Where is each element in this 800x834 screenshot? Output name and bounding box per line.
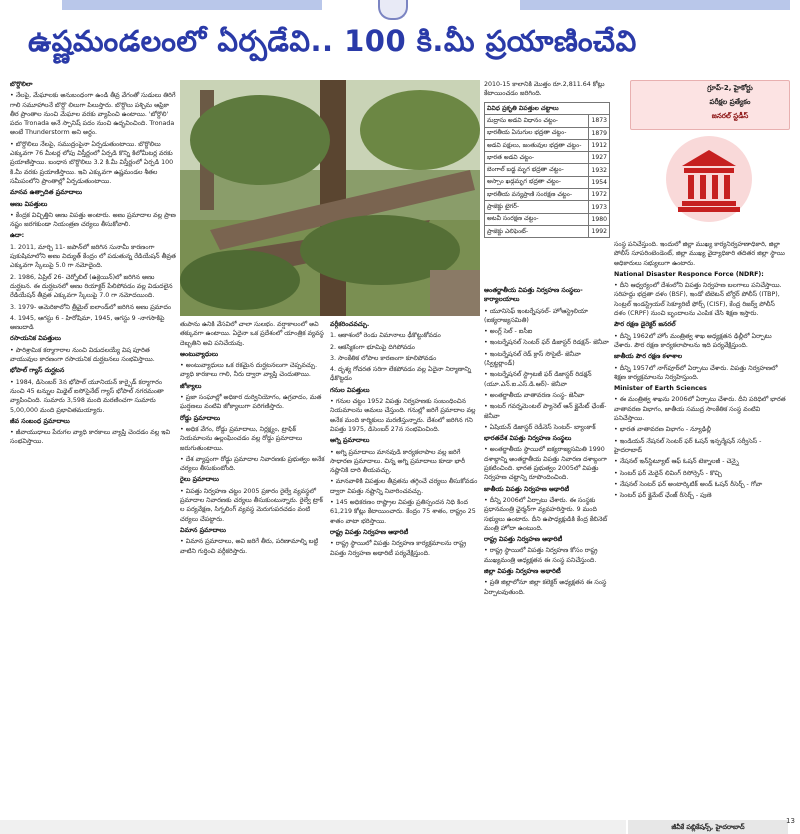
table-row <box>485 127 610 139</box>
table-row <box>485 139 610 151</box>
paragraph: 1. 2011, మార్చి 11- జపాన్‌లో జరిగిన సునామీ కారణంగా పుకుషిమాలోని అణు విద్యుత్ కేంద్రం లో పడుతున్న రేడియేషన్ తీవ్రత ఎక్కువగా స్కేలుపై 5.0 గా నమోదైంది. <box>10 243 176 270</box>
column-2 <box>180 320 326 820</box>
paragraph: పౌర రక్షణ డైరెక్టర్ జనరల్ <box>614 321 676 329</box>
paragraph: • కేంద్రక విచ్ఛిత్తిని అణు విపత్తు అంటారు. అణు ప్రమాదాల వల్ల ప్రాణ నష్టం జరగకుండా నియంత్రణ చర్యలు తీసుకోవాలి. <box>10 211 176 229</box>
paragraph: • ఇండియన్ నేషనల్ సెంటర్ ఫర్ ఓషన్ ఇన్ఫర్మేషన్ సర్వీసెస్ - హైదరాబాద్ <box>614 437 762 454</box>
column-6 <box>614 240 788 816</box>
paragraph: రసాయనిక విపత్తులు <box>10 335 61 343</box>
paragraph: • ఈ మంత్రిత్వ శాఖను 2006లో ఏర్పాటు చేశారు. దీని పరిధిలో భారత వాతావరణ విభాగం, జాతీయ సముద్ర సాంకేతిక సంస్థ వంటివి పనిచేస్తాయి. <box>614 396 786 423</box>
bottom-band <box>0 820 626 834</box>
paragraph: • యూనిసెఫ్ ఇంటర్నేషనల్- హోఆస్ట్రెలియా (ఐక్యరాజ్యసమితి) <box>484 307 589 324</box>
paragraph: రాష్ట్ర విపత్తు నిర్వహణ అథారిటీ <box>484 536 563 544</box>
paragraph: • ఇంటర్ గవర్నమెంటల్ ప్యానెల్ ఆన్ క్లైమేట్ ఛేంజ్- జెనీవా <box>484 403 607 420</box>
paragraph: 1. ఆకాశంలో రెండు విమానాలు ఢీకొట్టుకోవడం <box>330 332 441 340</box>
paragraph: • పారిశ్రామిక కర్మాగారాల నుంచి విడుదలయ్యే విష పూరిత వాయువుల కారణంగా రసాయనిక దుర్ఘటనలు సంభవిస్తాయి. <box>10 346 155 364</box>
act-name: భారత అడవి చట్టం- <box>485 152 589 164</box>
exam-tag <box>630 80 790 130</box>
paragraph: భోపాల్ గ్యాస్ దుర్ఘటన <box>10 367 65 375</box>
paragraph: • అగ్ని ప్రమాదాలు మానవుడి కార్యకలాపాల వల్ల జరిగే సాధారణ ప్రమాదాలు. చిన్న అగ్ని ప్రమాదాలు కూడా భారీ నష్టానికి దారి తీయవచ్చు. <box>330 448 466 475</box>
act-year: 1873 <box>588 115 609 127</box>
paragraph: Minister of Earth Sciences <box>614 385 707 393</box>
column-5 <box>484 286 610 820</box>
paragraph: 2. 1986, ఏప్రిల్ 26- చెర్నోబిల్ (ఉక్రెయిన్)లో జరిగిన అణు దుర్ఘటన. ఈ దుర్ఘటనలో అణు రియాక్టర్ పేలిపోవడం వల్ల విడుదలైన రేడియేషన్ తీవ్రత ఎక్కువగా స్కేలుపై 7.0 గా నమోదయింది. <box>10 273 173 300</box>
paragraph: • ఇంటర్నేషనల్ సెంటర్ ఫర్ డిజాస్టర్ రిడక్షన్- జెనీవా <box>484 339 609 347</box>
paragraph: • అంటువ్యాధులు ఒక రకమైన దుర్ఘటనలుగా చెప్పవచ్చు. వ్యాధి కారకాలు గాలి, నీరు ద్వారా వ్యాప్తి చెందుతాయి. <box>180 362 318 379</box>
paragraph: • 1984, డిసెంబర్ 3న భోపాల్ యూనియన్ కార్బైడ్ కర్మాగారం నుంచి 45 టన్నుల మిథైల్ ఐసోసైనేట్ గ్యాస్ భోపాల్ నగరమంతా వ్యాపించింది. సుమారు 3,598 మంది మరణించగా సుమారు 5,00,000 మంది ప్రభావితమయ్యారు. <box>10 378 164 414</box>
fallen-tree-photo <box>180 80 480 316</box>
paragraph: • విమాన ప్రమాదాలు, అవి జరిగే తీరు, పరిణామాల్ని బట్టి వాటిని గుర్తించి వర్గీకరిస్తారు. <box>180 538 319 555</box>
paragraph: • రాష్ట్ర స్థాయిలో విపత్తు నిర్వహణ కోసం రాష్ట్ర ముఖ్యమంత్రి అధ్యక్షతన ఈ సంస్థ పనిచేస్తుంది. <box>484 547 598 564</box>
table-row <box>485 189 610 201</box>
paragraph: వర్గీకరించవచ్చు. <box>330 321 370 328</box>
acts-table <box>484 102 610 238</box>
paragraph: • దీన్ని 1957లో నాగ్‌పూర్‌లో ఏర్పాటు చేశారు. విపత్తు నిర్వహణలో శిక్షణ కార్యక్రమాలను నిర్వహిస్తుంది. <box>614 364 778 381</box>
badge-line-3: జనరల్ స్టడీస్ <box>711 112 749 120</box>
act-year: 1927 <box>588 152 609 164</box>
paragraph: జిల్లా విపత్తు నిర్వహణ అథారిటీ <box>484 568 561 576</box>
acts-table-title: వివిధ ప్రకృతి విపత్తుల చట్టాలు <box>485 103 610 115</box>
badge-line-2: పరీక్షల ప్రత్యేకం <box>709 98 751 106</box>
table-row <box>485 176 610 188</box>
act-name: బెంగాల్ బడ్జ మృగ భద్రతా చట్టం- <box>485 164 589 176</box>
act-name: అస్సాం ఖడ్గమృగ భద్రతా చట్టం- <box>485 176 589 188</box>
paragraph: • బొర్డొలిలు నేలపై, సముద్రంపైనా ఏర్పడుతుంటాయి. బొర్డొలిలు ఎక్కువగా 76 మీటర్ల లోపు విస్తీర్ణంలో ఏర్పడి కొన్ని కిలోమీటర్ల వరకు ప్రయాణిస్తాయి. బంధాన బొర్డొలిలు 3.2 కి.మీ విస్తీర్ణంలో ఏర్పడి 100 కి.మీ వరకు ప్రయాణిస్తాయి. ఇవి ఎక్కువగా ఉష్ణమండల శీతల సమీపంలోని ప్రాంతాల్లో ఏర్పడుతుంటాయి. <box>10 140 174 185</box>
act-year: 1992 <box>588 225 609 237</box>
paragraph: • నేషనల్ సెంటర్ ఫర్ అంటార్కిటిక్ అండ్ ఓషన్ రీసెర్చ్ - గోవా <box>614 480 763 488</box>
paragraph: • ఇంటర్నేషనల్ స్ట్రాటజీ ఫర్ డిజాస్టర్ రిడక్షన్ (యూ.ఎన్.ఐ.ఎస్.డి.ఆర్)- జెనీవా <box>484 371 592 388</box>
paragraph: • దీని ఆధ్వర్యంలో దేశంలోని విపత్తు నిర్వహణ బలగాలు పనిచేస్తాయి. సరిహద్దు భద్రతా దళం (BSF), ఇండో టిబెటన్ బోర్డర్ పోలీస్ (ITBP), సెంట్రల్ ఇండస్ట్రియల్ సెక్యూరిటీ ఫోర్స్ (CISF), కేంద్ర రిజర్వ్ పోలీస్ దళం (CRPF) నుంచి బృందాలను ఎంపిక చేసి శిక్షణ ఇస్తారు. <box>614 282 782 318</box>
paragraph: • అధిక వేగం, రోడ్డు ప్రమాదాలు, నిర్లక్ష్యం, ట్రాఫిక్ నియమాలను ఉల్లంఘించడం వల్ల రోడ్డు ప్రమాదాలు జరుగుతుంటాయి. <box>180 425 303 452</box>
paragraph: • భారత వాతావరణ విభాగం - న్యూఢిల్లీ <box>614 426 711 434</box>
act-year: 1879 <box>588 127 609 139</box>
top-decoration <box>0 0 800 22</box>
paragraph: జాతీయ పౌర రక్షణ కళాశాల <box>614 353 683 361</box>
paragraph: రోడ్డు ప్రమాదాలు <box>180 414 221 422</box>
page-number: 13 <box>786 817 795 825</box>
paragraph: • నేలపై, మేఘాలకు అనుబంధంగా ఉండి తీవ్ర వేగంతో సుడులు తిరిగే గాలి సమూహాలనే బొర్డొ లిలుగా పిలుస్తారు. బొర్డొలు పశ్చిమ ఆఫ్రికా తీర ప్రాంతాల నుంచి మేఘాల వరకు వ్యాపించి ఉంటాయి. 'బోర్డొలి' పదం Tronada అనే స్పానిష్ పదం నుంచి ఉద్భవించింది. Tronada అంటే Thunderstorm అని అర్థం. <box>10 92 176 137</box>
act-name: భారతీయ ఏనుగుల భద్రతా చట్టం- <box>485 127 589 139</box>
top-strip-left <box>62 0 322 10</box>
paragraph: విమాన ప్రమాదాలు <box>180 526 226 534</box>
paragraph: అణు విపత్తులు <box>10 200 48 208</box>
top-strip-right <box>520 0 790 10</box>
publisher-footer: జీవీకే పబ్లికేషన్స్, హైదరాబాద్ <box>628 820 788 834</box>
act-name: అడవి పక్షులు, జంతువుల భద్రతా చట్టం- <box>485 139 589 151</box>
act-year: 1932 <box>588 164 609 176</box>
table-row <box>485 115 610 127</box>
paragraph: 3. సాంకేతిక లోపాల కారణంగా కూలిపోవడం <box>330 354 437 362</box>
act-year: 1912 <box>588 139 609 151</box>
paragraph: అంటువ్యాధులు <box>180 350 219 358</box>
paragraph: ఉదా: <box>10 232 25 240</box>
paragraph: 4. 1945, ఆగస్టు 6 - హిరోషిమా, 1945, ఆగస్టు 9 -నాగసాకిపై అణుదాడి <box>10 314 165 332</box>
act-name: ప్రాజెక్టు టైగర్- <box>485 201 589 213</box>
act-year: 1972 <box>588 189 609 201</box>
column-1 <box>10 80 176 820</box>
paragraph: • దీన్ని 1962లో హోం మంత్రిత్వ శాఖ అధ్యక్షతన ఢిల్లీలో ఏర్పాటు చేశారు. పౌర రక్షణ కార్యకలాపాలను ఇది పర్యవేక్షిస్తుంది. <box>614 332 772 349</box>
paragraph: • విపత్తు నిర్వహణ చట్టం 2005 ప్రకారం రైల్వే వ్యవస్థలో ప్రమాదాల నివారణకు చర్యలు తీసుకుంటున్నారు. రైల్వే ట్రాక్ ల పర్యవేక్షణ, సిగ్నలింగ్ వ్యవస్థ మెరుగుపరచడం వంటి చర్యలు చేపట్టారు. <box>180 487 323 523</box>
act-name: అటవీ సంరక్షణ చట్టం- <box>485 213 589 225</box>
paragraph: బొర్డొలిలా <box>10 81 33 88</box>
paragraph: మానవ ఉత్పాదిత ప్రమాదాలు <box>10 189 83 197</box>
act-name: ప్రాజెక్టు ఎలిఫెంట్- <box>485 225 589 237</box>
paragraph: • ఏషియన్ డిజాస్టర్ రెడీనెస్ సెంటర్- బ్యాంకాక్ <box>484 423 596 431</box>
paragraph: • మానవాళికి విపత్తుల తీవ్రతను తగ్గించే చర్యలు తీసుకోవడం ద్వారా విపత్తు నష్టాన్ని నివారించవచ్చు. <box>330 478 478 495</box>
paragraph: 3. 1979- అమెరికాలోని త్రీమైల్ ఐలాండ్‌లో జరిగిన అణు ప్రమాదం <box>10 303 172 311</box>
paragraph: • 145 అధికరణం రాష్ట్రాల విపత్తు ప్రతిస్పందన నిధి కింద 61,219 కోట్లు కేటాయించారు. కేంద్రం 75 శాతం, రాష్ట్రం 25 శాతం వాటా భరిస్తాయి. <box>330 499 476 525</box>
paragraph: • అంతర్జాతీయ వాతావరణ సంస్థ- జెనీవా <box>484 391 585 399</box>
paragraph: జీవ సంబంధ ప్రమాదాలు <box>10 417 70 425</box>
government-building-icon <box>666 136 752 222</box>
paragraph: • గనుల చట్టం 1952 విపత్తు నిర్వహణకు సంబంధించిన నియమాలను అమలు చేస్తుంది. గనుల్లో జరిగే ప్రమాదాల వల్ల అనేక మంది కార్మికులు మరణిస్తున్నారు. దేశంలో జరిగిన గని విపత్తు 1975, డిసెంబర్ 27న సంభవించింది. <box>330 398 476 433</box>
table-row <box>485 152 610 164</box>
column-3 <box>330 320 480 820</box>
paragraph: • ప్రతి జిల్లాలోనూ జిల్లా కలెక్టర్ అధ్యక్షతన ఈ సంస్థ ఏర్పాటవుతుంది. <box>484 579 607 596</box>
paragraph: జాతీయ విపత్తు నిర్వహణ అథారిటీ <box>484 485 570 493</box>
top-ornament <box>378 0 408 20</box>
sidebar-intro: 2010-15 కాలానికి మొత్తం రూ.2,811.64 కోట్లు కేటాయించడం జరిగింది. <box>484 81 605 97</box>
paragraph: అంతర్జాతీయ విపత్తు నిర్వహణ సంస్థలు- కార్యాలయాలు <box>484 287 583 304</box>
exam-badge <box>612 80 788 238</box>
paragraph: 4. దృశ్య గోచరత సరిగా లేకపోవడం వల్ల ఏదైనా నిర్మాణాన్ని ఢీకొట్టడం <box>330 366 472 383</box>
act-year: 1954 <box>588 176 609 188</box>
paragraph: రాష్ట్ర విపత్తు నిర్వహణ అథారిటీ <box>330 528 409 536</box>
act-year: 1980 <box>588 213 609 225</box>
paragraph: • సెంటర్ ఫర్ క్లైమేట్ ఛేంజ్ రీసెర్చ్ - పుణె <box>614 492 712 500</box>
paragraph: జోక్యాలు <box>180 382 202 390</box>
paragraph: అగ్ని ప్రమాదాలు <box>330 437 370 445</box>
table-row <box>485 225 610 237</box>
paragraph: • నేషనల్ ఇన్‌స్టిట్యూట్ ఆఫ్ ఓషన్ టెక్నాలజీ - చెన్నై <box>614 458 739 466</box>
paragraph: National Disaster Responce Force (NDRF): <box>614 270 764 278</box>
acts-sidebar <box>484 80 610 282</box>
paragraph: • దేశ వ్యాప్తంగా రోడ్డు ప్రమాదాల నివారణకు ప్రభుత్వం అనేక చర్యలు తీసుకుంటోంది. <box>180 455 325 473</box>
act-year: 1973 <box>588 201 609 213</box>
paragraph: • దీన్ని 2006లో ఏర్పాటు చేశారు. ఈ సంస్థకు ప్రధానమంత్రి ఛైర్మన్‌గా వ్యవహరిస్తారు. 9 మంది సభ్యులు ఉంటారు. దీని ఉపాధ్యక్షుడికి కేంద్ర కేబినెట్ మంత్రి హోదా ఉంటుంది. <box>484 496 608 532</box>
table-row <box>485 164 610 176</box>
paragraph: • అంగ్ల్ సెల్ - ఐసీఐ <box>484 328 533 336</box>
paragraph: • జీవాయుధాలు పేరుగల వ్యాధి కారకాలు వ్యాప్తి చెందడం వల్ల ఇవి సంభవిస్తాయి. <box>10 429 171 446</box>
badge-line-1: గ్రూప్-2, హైకోర్టు <box>707 84 753 92</box>
paragraph: • ప్రజా సంఘాల్లో అధికార దుర్వినియోగం, ఉగ్రవాదం, మత ఘర్షణలు వంటివి జోక్యాలుగా పరిగణిస్తారు. <box>180 394 322 411</box>
acts-table-header <box>485 103 610 115</box>
paragraph: భారతదేశ విపత్తు నిర్వహణ సంస్థలు <box>484 435 572 443</box>
table-row <box>485 213 610 225</box>
paragraph: • సెంటర్ ఫర్ మెరైన్ లివింగ్ రిసోర్సెస్ - కొచ్చి <box>614 469 722 477</box>
table-row <box>485 201 610 213</box>
paragraph: తుపాను ఉనికి వేసవిలో చాలా సులభం. వర్షాకాలంలో అవి తక్కువగా ఉంటాయి. ఏదైనా ఒక ప్రదేశంలో యాంత్రిక వ్యవస్థ దెబ్బతిని అవి పనిచేయవు. <box>180 321 324 347</box>
paragraph: • అంతర్జాతీయ స్థాయిలో ఐక్యరాజ్యసమితి 1990 దశాబ్దాన్ని అంతర్జాతీయ విపత్తు నివారణ దశాబ్దంగా ప్రకటించింది. భారత ప్రభుత్వం 2005లో విపత్తు నిర్వహణ చట్టాన్ని రూపొందించింది. <box>484 446 607 482</box>
act-name: మద్రాసు అడవి విధానం చట్టం- <box>485 115 589 127</box>
paragraph: రైలు ప్రమాదాలు <box>180 476 219 484</box>
paragraph: • ఇంటర్నేషనల్ రెడ్ క్రాస్ సొసైటీ- జెనీవా (స్విట్జర్లాండ్) <box>484 350 581 368</box>
paragraph: సంస్థ పనిచేస్తుంది. ఇందులో జిల్లా ముఖ్య కార్యనిర్వహణాధికారి, జిల్లా పోలీస్ సూపరింటెండెంట్, జిల్లా ముఖ్య వైద్యాధికారి తదితర జిల్లా స్థాయి అధికారులు సభ్యులుగా ఉంటారు. <box>614 241 785 267</box>
paragraph: గనుల విపత్తులు <box>330 386 370 394</box>
paragraph: 2. ఆకస్మికంగా భూమిపై దిగిపోవడం <box>330 343 415 351</box>
paragraph: • రాష్ట్ర స్థాయిలో విపత్తు నిర్వహణ కార్యక్రమాలను రాష్ట్ర విపత్తు నిర్వహణ అథారిటీ పర్యవేక్షిస్తుంది. <box>330 540 467 557</box>
act-name: భారతీయ వన్యప్రాణి సంరక్షణ చట్టం- <box>485 189 589 201</box>
page-headline: ఉష్ణమండలంలో ఏర్పడేవి.. 100 కి.మీ ప్రయాణించేవి <box>28 24 637 58</box>
